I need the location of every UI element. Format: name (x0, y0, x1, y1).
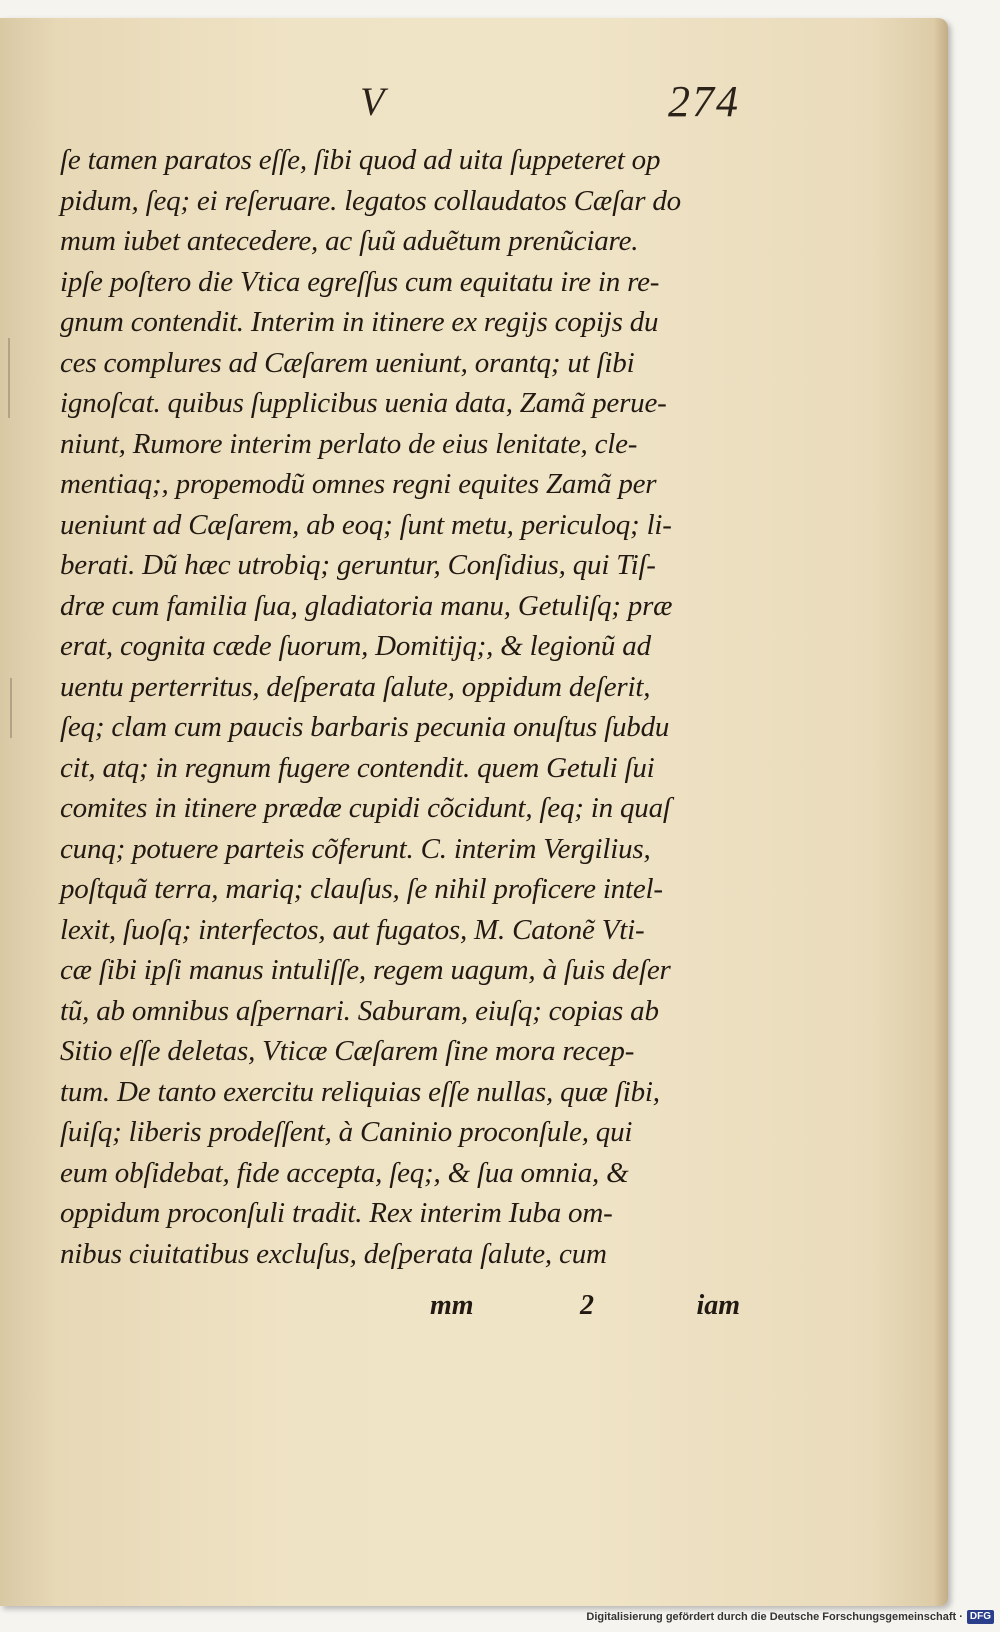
text-line: ces complures ad Cæſarem ueniunt, orantq; ut ſibi (60, 346, 635, 379)
dfg-logo: DFG (967, 1610, 994, 1624)
text-line: oppidum proconſuli tradit. Rex interim Iuba om- (60, 1197, 613, 1229)
text-line: uentu perterritus, deſperata ſalute, oppidum deſerit, (60, 670, 651, 703)
text-line: ueniunt ad Cæſarem, ab eoq; ſunt metu, periculoq; li- (60, 508, 672, 541)
text-line: poſtquã terra, mariq; clauſus, ſe nihil proficere intel- (60, 873, 663, 905)
body-text (60, 140, 740, 1274)
text-line: mentiaq;, propemodũ omnes regni equites Zamã per (60, 468, 657, 500)
text-line: cunq; potuere parteis cõferunt. C. interim Vergilius, (60, 832, 651, 865)
text-line: berati. Dũ hæc utrobiq; geruntur, Conſidius, qui Tiſ- (60, 549, 656, 581)
text-line: mum iubet antecedere, ac ſuũ aduẽtum prenũciare. (60, 225, 639, 257)
text-line: eum obſidebat, fide accepta, ſeq;, & ſua omnia, & (60, 1156, 629, 1189)
text-line: ipſe poſtero die Vtica egreſſus cum equitatu ire in re- (60, 265, 660, 298)
text-line: Sitio eſſe deletas, Vticæ Cæſarem ſine mora recep- (60, 1035, 635, 1067)
signature-mark: V (360, 79, 385, 124)
text-line: ſuiſq; liberis prodeſſent, à Caninio proconſule, qui (60, 1116, 633, 1148)
footer-signature-number: 2 (580, 1290, 594, 1321)
folio-number: 274 (668, 77, 740, 126)
text-line: pidum, ſeq; ei reſeruare. legatos collaudatos Cæſar do (60, 184, 681, 217)
credit-text: Digitalisierung gefördert durch die Deutsche Forschungsgemeinschaft · (586, 1611, 963, 1623)
text-line: comites in itinere prædæ cupidi cõcidunt, ſeq; in quaſ (60, 792, 671, 824)
page-header (340, 78, 740, 138)
text-line: ſe tamen paratos eſſe, ſibi quod ad uita ſuppeteret op (60, 144, 661, 176)
text-line: ſeq; clam cum paucis barbaris pecunia onuſtus ſubdu (60, 711, 670, 743)
text-line: cæ ſibi ipſi manus intuliſſe, regem uagum, à ſuis deſer (60, 954, 671, 986)
digitization-credit (586, 1608, 994, 1626)
text-line: lexit, ſuoſq; interfectos, aut fugatos, M. Catonẽ Vti- (60, 913, 645, 946)
text-line: tũ, ab omnibus aſpernari. Saburam, eiuſq; copias ab (60, 994, 659, 1027)
text-line: erat, cognita cæde ſuorum, Domitijq;, & legionũ ad (60, 630, 651, 662)
text-line: ignoſcat. quibus ſupplicibus uenia data, Zamã perue- (60, 387, 667, 419)
margin-stain (8, 338, 10, 418)
text-line: niunt, Rumore interim perlato de eius lenitate, cle- (60, 427, 638, 460)
text-line: tum. De tanto exercitu reliquias eſſe nullas, quæ ſibi, (60, 1075, 660, 1108)
text-line: dræ cum familia ſua, gladiatoria manu, Getuliſq; præ (60, 589, 673, 622)
page-footer (430, 1290, 740, 1340)
text-line: cit, atq; in regnum fugere contendit. quem Getuli ſui (60, 751, 655, 784)
text-line: gnum contendit. Interim in itinere ex regijs copijs du (60, 306, 659, 338)
footer-signature-mark: mm (430, 1290, 474, 1321)
text-line: nibus ciuitatibus excluſus, deſperata ſalute, cum (60, 1237, 607, 1270)
margin-stain (10, 678, 12, 738)
catchword: iam (696, 1290, 740, 1321)
